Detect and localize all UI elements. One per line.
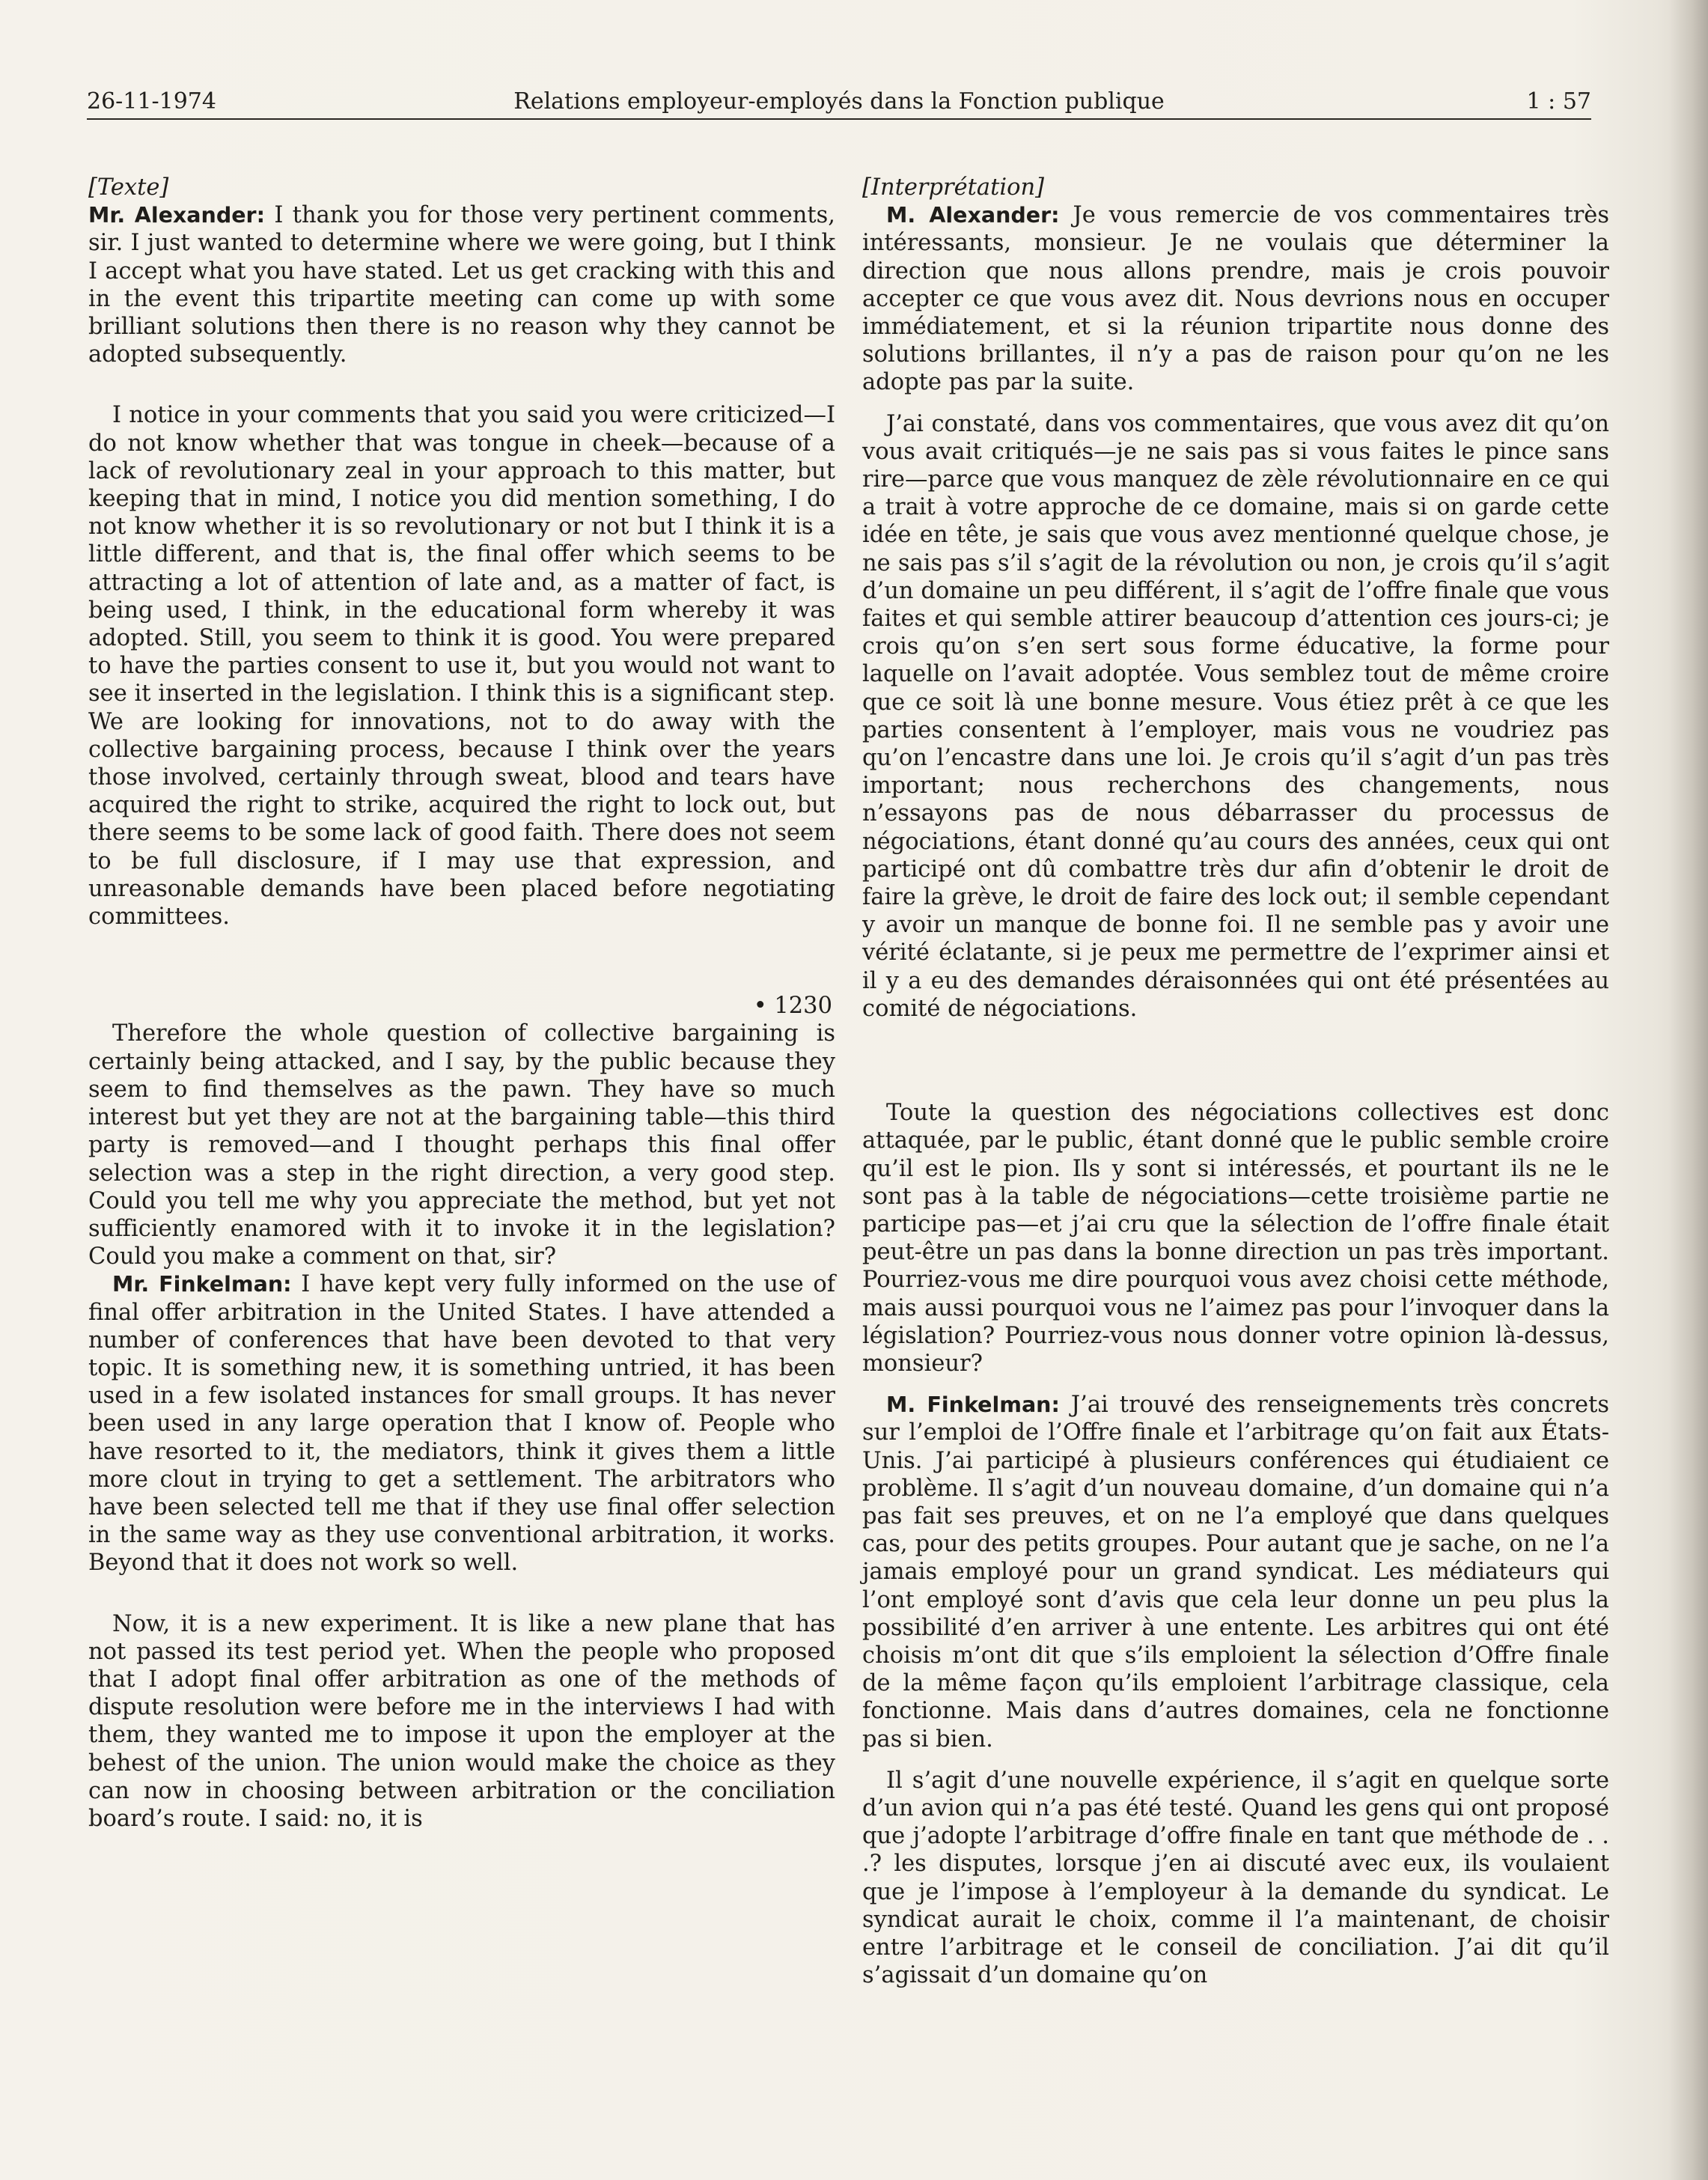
paragraph — [862, 1391, 1609, 1753]
page-edge-shadow — [1669, 0, 1708, 2180]
paragraph: J’ai constaté, dans vos commentaires, que vous avez dit qu’on vous avait critiqués—je ne sais pas si vous faites le pince sans rire—parce que vous manquez de zèle révolutionnaire en ce qui a trait à votre approche de ce domaine, mais si on garde cette idée en tête, je sais que vous avez mentionné quelque chose, je ne sais pas s’il s’agit de la révolution ou non, je crois qu’il s’agit d’un domaine un peu différent, il s’agit de l’offre finale que vous faites et qui semble attirer beaucoup d’attention ces jours-ci; je crois qu’on s’en sert sous forme éducative, la forme pour laquelle on l’avait adoptée. Vous semblez tout de même croire que ce soit là une bonne mesure. Vous étiez prêt à ce que les parties consentent à l’employer, mais vous ne voudriez pas qu’on l’encastre dans une loi. Je crois qu’il s’agit d’un pas très important; nous recherchons des changements, nous n’essayons pas de nous débarrasser du processus de négociations, étant donné qu’au cours des années, ceux qui ont participé ont dû combattre très dur afin d’obtenir le droit de faire la grève, le droit de faire des lock out; il semble cependant y avoir un manque de bonne foi. Il ne semble pas y avoir une vérité éclatante, si je peux me permettre de l’exprimer ainsi et il y a eu des demandes déraisonnées qui ont été présentées au comité de négociations. — [862, 410, 1609, 1022]
speaker-name: Mr. Finkelman: — [112, 1272, 292, 1297]
speaker-name: Mr. Alexander: — [88, 203, 266, 228]
paragraph: Il s’agit d’une nouvelle expérience, il s’agit en quelque sorte d’un avion qui n’a pas été testé. Quand les gens qui ont proposé que j’adopte l’arbitrage d’offre finale en tant que méthode de . . .? les disputes, lorsque j’en ai discuté avec eux, ils voulaient que je l’impose à l’employeur à la demande du syndicat. Le syndicat aurait le choix, comme il l’a maintenant, de choisir entre l’arbitrage et le conseil de conciliation. J’ai dit qu’il s’agissait d’un domaine qu’on — [862, 1767, 1609, 1989]
header-date: 26-11-1974 — [87, 88, 216, 115]
language-tag: [Texte] — [88, 174, 169, 201]
column-english — [88, 174, 835, 1833]
paragraph: Now, it is a new experiment. It is like a new plane that has not passed its test period yet. When the people who proposed that I adopt final offer arbitration as one of the methods of dispute resolution were before me in the interviews I had with them, they wanted me to impose it upon the employer at the behest of the union. The union would make the choice as they can now in choosing between arbitration or the conciliation board’s route. I said: no, it is — [88, 1610, 835, 1832]
paragraph-text: I have kept very fully informed on the use of final offer arbitration in the United States. I have attended a number of conferences that have been devoted to that very topic. It is something new, it is something untried, it has been used in a few isolated instances for small groups. It has never been used in any large operation that I know of. People who have resorted to it, the mediators, think it gives them a little more clout in trying to get a settlement. The arbitrators who have been selected tell me that if they use final offer selection in the same way as they use conventional arbitration, it works. Beyond that it does not work so well. — [88, 1271, 836, 1577]
paragraph — [862, 201, 1609, 396]
paragraph: Therefore the whole question of collective bargaining is certainly being attacked, and I say, by the public because they seem to find themselves as the pawn. They have so much interest but yet they are not at the bargaining table—this third party is removed—and I thought perhaps this final offer selection was a step in the right direction, a very good step. Could you tell me why you appreciate the method, but yet not sufficiently enamored with it to invoke it in the legislation? Could you make a comment on that, sir? — [88, 1020, 835, 1270]
paragraph — [88, 1270, 835, 1577]
header-page-number: 1 : 57 — [1526, 88, 1591, 115]
speaker-name: M. Finkelman: — [886, 1392, 1060, 1418]
time-marker: • 1230 — [753, 993, 832, 1020]
language-tag: [Interprétation] — [862, 174, 1044, 201]
header-title: Relations employeur-employés dans la Fonction publique — [513, 88, 1165, 115]
column-french — [862, 174, 1609, 1989]
paragraph: Toute la question des négociations collectives est donc attaquée, par le public, étant donné que le public semble croire qu’il est le pion. Ils y sont si intéressés, et pourtant ils ne le sont pas à la table de négociations—cette troisième partie ne participe pas—et j’ai cru que la sélection de l’offre finale était peut-être un pas dans la bonne direction un pas très important. Pourriez-vous me dire pourquoi vous avez choisi cette méthode, mais aussi pourquoi vous ne l’aimez pas pour l’invoquer dans la législation? Pourriez-vous nous donner votre opinion là-dessus, monsieur? — [862, 1100, 1609, 1377]
paragraph-text: J’ai trouvé des renseignements très concrets sur l’emploi de l’Offre finale et l’arbitrage qu’on fait aux États-Unis. J’ai participé à plusieurs conférences qui étudiaient ce problème. Il s’agit d’un nouveau domaine, d’un domaine qui n’a pas fait ses preuves, et on ne l’a employé que dans quelques cas, pour des petits groupes. Pour autant que je sache, on ne l’a jamais employé pour un grand syndicat. Les médiateurs qui l’ont employé sont d’avis que cela leur donne un peu plus la possibilité d’en arriver à une entente. Les arbitres qui ont été choisis m’ont dit que s’ils emploient la sélection d’Offre finale de la même façon qu’ils emploient l’arbitrage classique, cela fonctionne. Mais dans d’autres domaines, cela ne fonctionne pas si bien. — [862, 1392, 1609, 1753]
paragraph-text: Je vous remercie de vos commentaires très intéressants, monsieur. Je ne voulais que déterminer la direction que nous allons prendre, mais je crois pouvoir accepter ce que vous avez dit. Nous devrions nous en occuper immédiatement, et si la réunion tripartite nous donne des solutions brillantes, il n’y a pas de raison pour qu’on ne les adopte pas par la suite. — [862, 202, 1609, 396]
running-header — [87, 84, 1591, 120]
paragraph-text: I thank you for those very pertinent comments, sir. I just wanted to determine where we were going, but I think I accept what you have stated. Let us get cracking with this and in the event this tripartite meeting can come up with some brilliant solutions then there is no reason why they cannot be adopted subsequently. — [88, 202, 836, 368]
speaker-name: M. Alexander: — [886, 203, 1060, 228]
paragraph — [88, 201, 835, 368]
header-rule — [87, 118, 1591, 120]
paragraph: I notice in your comments that you said you were criticized—I do not know whether that was tongue in cheek—because of a lack of revolutionary zeal in your approach to this matter, but keeping that in mind, I notice you did mention something, I do not know whether it is so revolutionary or not but I think it is a little different, and that is, the final offer which seems to be attracting a lot of attention of late and, as a matter of fact, is being used, I think, in the educational form whereby it was adopted. Still, you seem to think it is good. You were prepared to have the parties consent to use it, but you would not want to see it inserted in the legislation. I think this is a significant step. We are looking for innovations, not to do away with the collective bargaining process, because I think over the years those involved, certainly through sweat, blood and tears have acquired the right to strike, acquired the right to lock out, but there seems to be some lack of good faith. There does not seem to be full disclosure, if I may use that expression, and unreasonable demands have been placed before negotiating committees. — [88, 402, 835, 931]
